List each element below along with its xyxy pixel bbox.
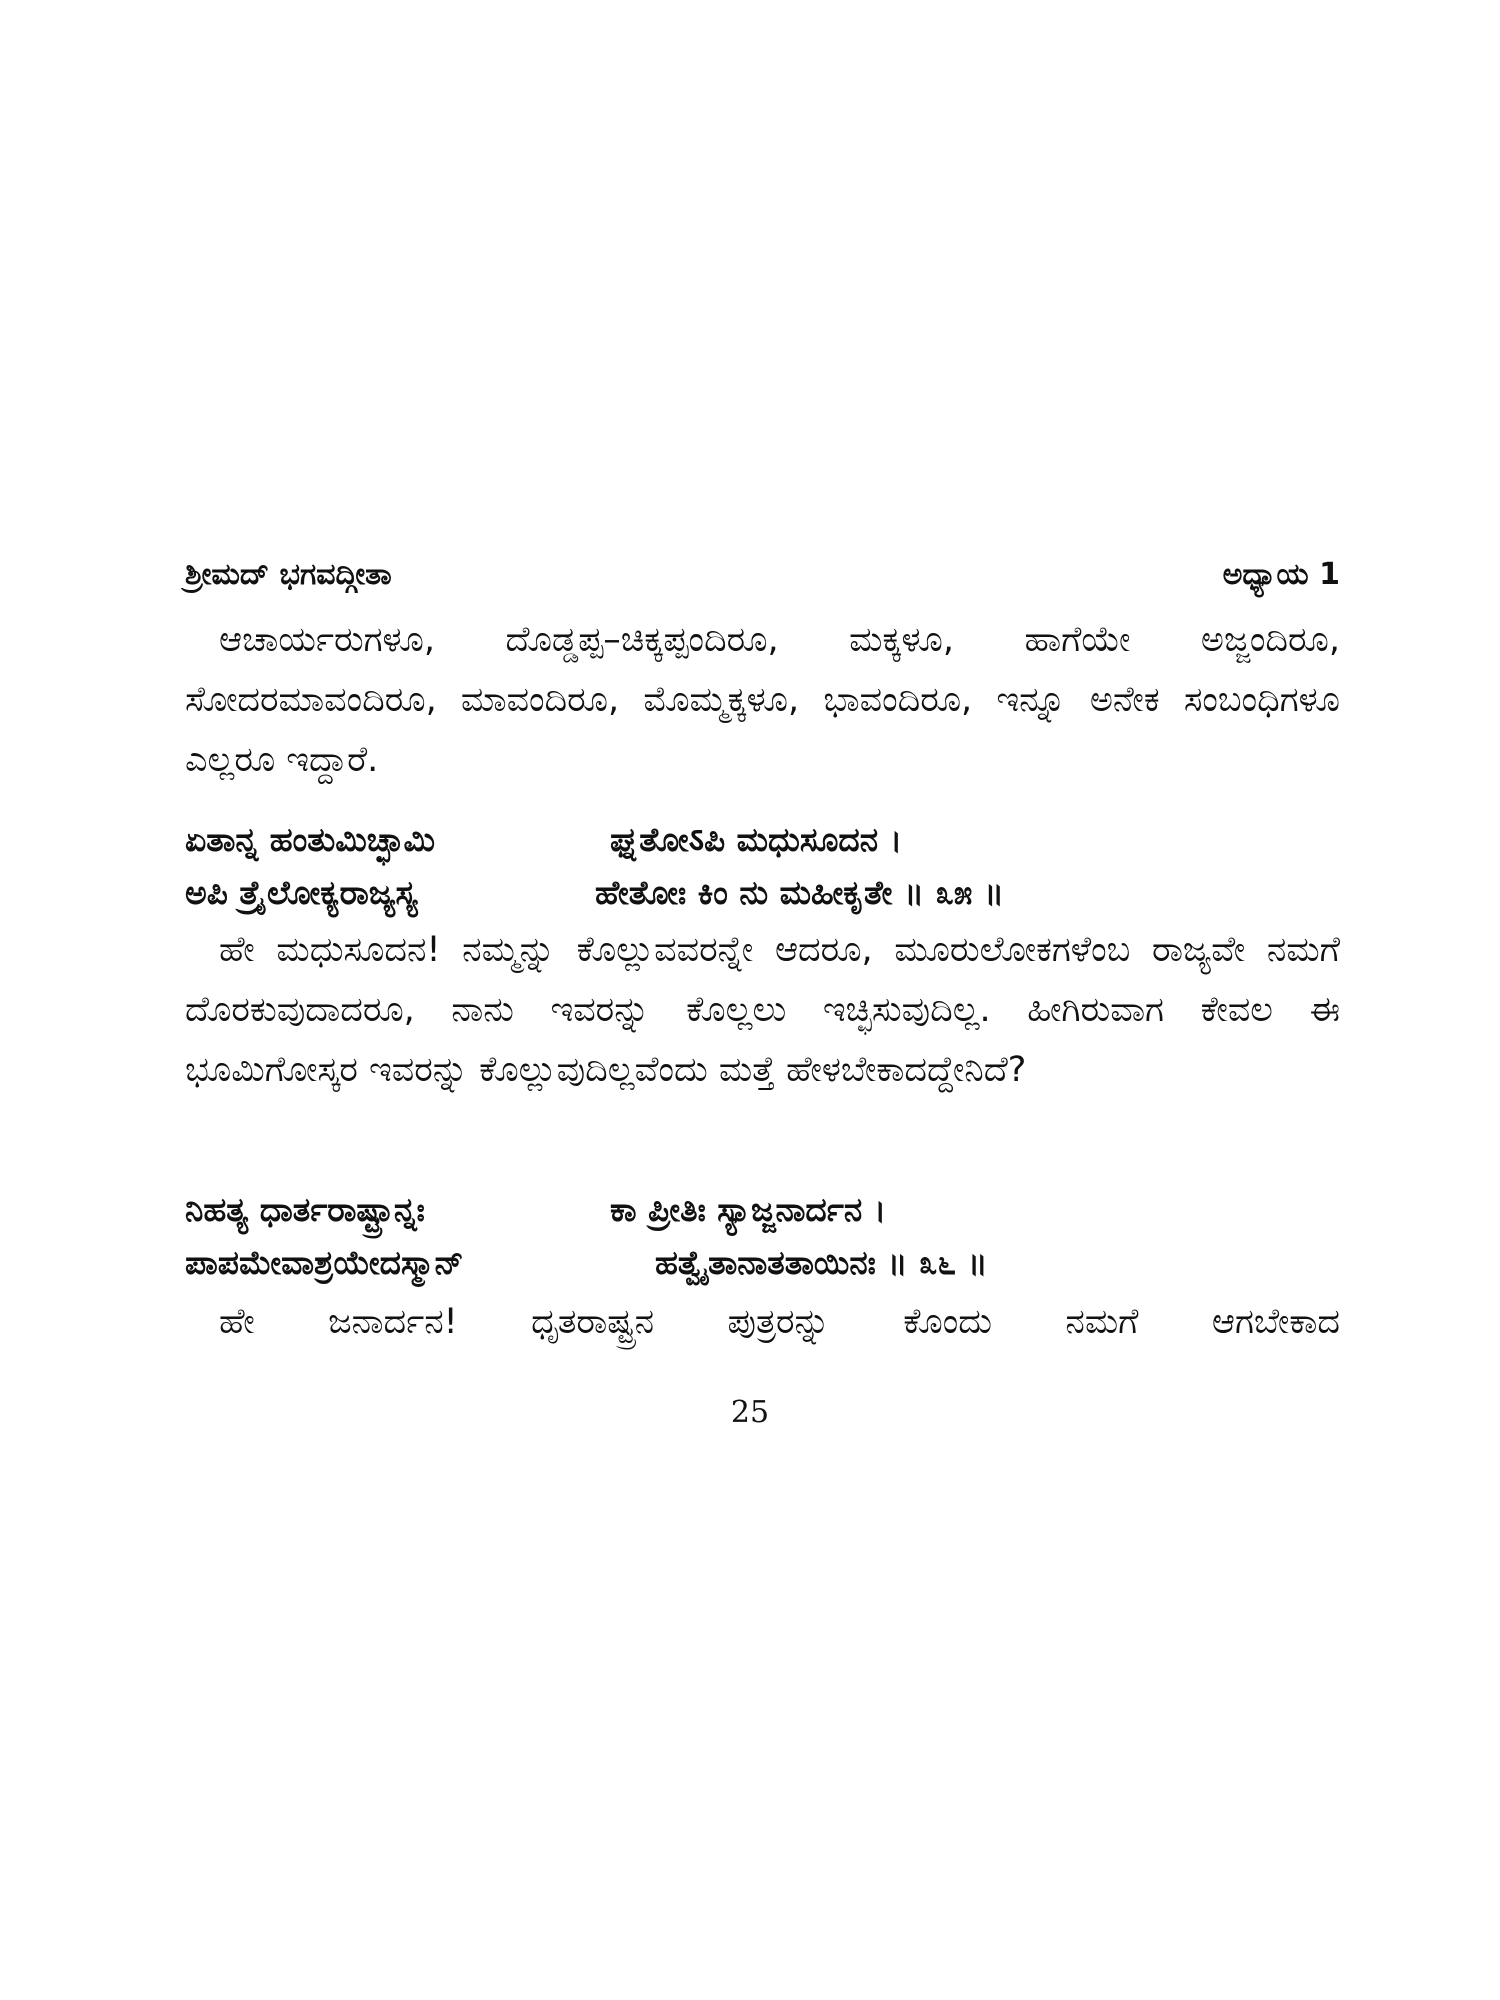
paragraph-1-text: ಆಚಾರ್ಯರುಗಳೂ, ದೊಡ್ಡಪ್ಪ–ಚಿಕ್ಕಪ್ಪಂದಿರೂ, ಮಕ್ಕಳೂ, ಹಾಗೆಯೇ ಅಜ್ಜಂದಿರೂ, ಸೋದರಮಾವಂದಿರೂ, ಮಾವಂದಿರೂ, ಮೊಮ್ಮಕ್ಕಳೂ, ಭಾವಂದಿರೂ, ಇನ್ನೂ ಅನೇಕ ಸಂಬಂಧಿಗಳೂ ಎಲ್ಲರೂ ಇದ್ದಾರೆ. — [185, 620, 1340, 780]
verse-36-line-1-first-half: ನಿಹತ್ಯ ಧಾರ್ತರಾಷ್ಟ್ರಾನ್ನಃ — [185, 1190, 425, 1229]
paragraph-3-text: ಹೇ ಜನಾರ್ದನ! ಧೃತರಾಷ್ಟ್ರನ ಪುತ್ರರನ್ನು ಕೊಂದು ನಮಗೆ ಆಗಬೇಕಾದ — [219, 1302, 1340, 1342]
verse-36-line-2 — [185, 1238, 988, 1288]
verse-36-line-1 — [185, 1185, 887, 1235]
verse-35-line-2 — [185, 868, 1005, 918]
verse-36-line-2-second-half: ಹತ್ವೈತಾನಾತತಾಯಿನಃ ॥ ೩೬ ॥ — [655, 1243, 988, 1282]
chapter-label: ಅಧ್ಯಾಯ 1 — [1222, 556, 1340, 592]
verse-35-line-1-second-half: ಘ್ನತೋऽಪಿ ಮಧುಸೂದನ । — [610, 820, 903, 859]
paragraph-3 — [185, 1292, 1340, 1352]
book-title: ಶ್ರೀಮದ್ ಭಗವದ್ಗೀತಾ — [185, 556, 392, 592]
page-header — [185, 552, 1340, 596]
verse-36-line-2-first-half: ಪಾಪಮೇವಾಶ್ರಯೇದಸ್ಮಾನ್ — [185, 1243, 464, 1282]
verse-35-line-2-second-half: ಹೇತೋಃ ಕಿಂ ನು ಮಹೀಕೃತೇ ॥ ೩೫ ॥ — [595, 873, 1005, 912]
paragraph-2-text: ಹೇ ಮಧುಸೂದನ! ನಮ್ಮನ್ನು ಕೊಲ್ಲುವವರನ್ನೇ ಆದರೂ, ಮೂರುಲೋಕಗಳೆಂಬ ರಾಜ್ಯವೇ ನಮಗೆ ದೊರಕುವುದಾದರೂ, ನಾನು ಇವರನ್ನು ಕೊಲ್ಲಲು ಇಚ್ಛಿಸುವುದಿಲ್ಲ. ಹೀಗಿರುವಾಗ ಕೇವಲ ಈ ಭೂಮಿಗೋಸ್ಕರ ಇವರನ್ನು ಕೊಲ್ಲುವುದಿಲ್ಲವೆಂದು ಮತ್ತೆ ಹೇಳಬೇಕಾದದ್ದೇನಿದೆ? — [185, 930, 1340, 1090]
page-number: 25 — [730, 1395, 770, 1430]
verse-35-line-1-first-half: ಏತಾನ್ನ ಹಂತುಮಿಚ್ಛಾಮಿ — [185, 820, 436, 859]
verse-35-line-2-first-half: ಅಪಿ ತ್ರೈಲೋಕ್ಯರಾಜ್ಯಸ್ಯ — [185, 873, 418, 912]
verse-36-line-1-second-half: ಕಾ ಪ್ರೀತಿಃ ಸ್ಯಾಜ್ಜನಾರ್ದನ । — [610, 1190, 887, 1229]
paragraph-1 — [185, 610, 1340, 790]
verse-35-line-1 — [185, 815, 903, 865]
paragraph-2 — [185, 920, 1340, 1100]
